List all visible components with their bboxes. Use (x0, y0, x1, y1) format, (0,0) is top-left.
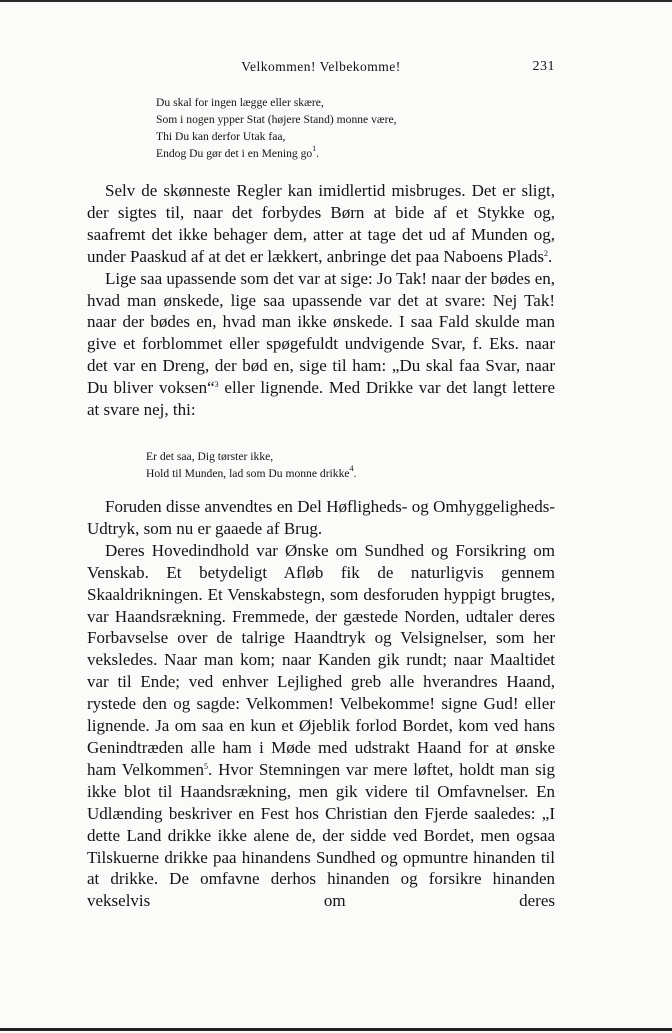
page-number: 231 (532, 59, 555, 74)
verse-line (146, 465, 356, 482)
paragraph-text: . (547, 246, 553, 266)
scan-edge-bottom (0, 1028, 672, 1031)
footnote-ref-3: 3 (214, 380, 219, 390)
footnote-ref-4: 4 (349, 464, 354, 473)
footnote-ref-5: 5 (203, 761, 208, 771)
verse-line-text: Hold til Munden, lad som Du monne drikke (146, 467, 350, 480)
verse-line: Thi Du kan derfor Utak faa, (156, 130, 286, 143)
paragraph (87, 268, 555, 421)
paragraph-text: Deres Hovedindhold var Ønske om Sundhed og Forsikring om Venskab. Et betydeligt Afløb fik de naturligvis gennem Skaaldrikningen. Et Venskabstegn, som desforuden hyppigt brugtes, var Haandsrækning. Fremmede, der gæstede Norden, udtaler deres Forbavselse over de talrige Haandtryk og Velsignelser, som her veksledes. Naar man kom; naar Kanden gik rundt; naar Maaltidet var til Ende; ved enhver Lejlighed greb alle hverandres Haand, rystede den og sagde: Velkommen! Velbekomme! signe Gud! eller lignende. Ja om saa en kun et Øjeblik forlod Bordet, kom ved hans Genindtræden alle ham i Møde med udstrakt Haand for at ønske ham Velkommen (87, 540, 555, 779)
running-title: Velkommen! Velbekomme! (241, 59, 401, 74)
verse-line-end: . (316, 147, 320, 160)
paragraph-text: eller lignende. Med Drikke var det langt lettere at svare nej, thi: (87, 378, 555, 420)
paragraph: Foruden disse anvendtes en Del Høfligheds- og Omhyggeligheds-Udtryk, som nu er gaaede af Brug. (87, 497, 555, 538)
footnote-ref-1: 1 (312, 144, 317, 153)
verse-line-text: Endog Du gør det i en Mening go (156, 147, 313, 160)
verse-line: Som i nogen ypper Stat (højere Stand) monne være, (156, 113, 397, 126)
verse-quote-2 (146, 448, 356, 482)
verse-line (156, 145, 397, 162)
paragraph-text: Selv de skønneste Regler kan imidlertid misbruges. Det er sligt, der sigtes til, naar det forbydes Børn at bide af et Stykke og, saafremt det ikke behager dem, atter at tage det ud af Munden og, under Paaskud af at det er lækkert, anbringe det paa Naboens Plads (87, 181, 555, 266)
verse-line: Du skal for ingen lægge eller skære, (156, 96, 324, 109)
scan-edge-top (0, 0, 672, 2)
paragraph (87, 180, 555, 268)
verse-quote-1 (156, 94, 397, 162)
paragraph (87, 540, 555, 912)
verse-line: Er det saa, Dig tørster ikke, (146, 450, 274, 463)
prose-block-2 (87, 496, 555, 912)
verse-line-end: . (353, 467, 357, 480)
paragraph-text: . Hvor Stemningen var mere løftet, holdt man sig ikke blot til Haandsrækning, men gik videre til Omfavnelser. En Udlænding beskriver en Fest hos Christian den Fjerde saaledes: „I dette Land drikke ikke alene de, der sidde ved Bordet, men ogsaa Tilskuerne drikke paa hinandens Sundhed og opmuntre hinanden til at drikke. De omfavne derhos hinanden og forsikre hinanden vekselvis om deres (87, 759, 555, 911)
prose-block-1 (87, 180, 555, 421)
page-header (87, 59, 555, 79)
paragraph-text: Lige saa upassende som det var at sige: Jo Tak! naar der bødes en, hvad man ønskede, lige saa upassende var det at svare: Nej Tak! naar der bødes en, hvad man ikke ønskede. I saa Fald skulde man give et forblommet eller spøgefuldt undvigende Svar, f. Eks. naar det var en Dreng, der bød en, sige til ham: „Du skal faa Svar, naar Du bliver voksen“ (87, 268, 555, 398)
footnote-ref-2: 2 (543, 248, 548, 258)
